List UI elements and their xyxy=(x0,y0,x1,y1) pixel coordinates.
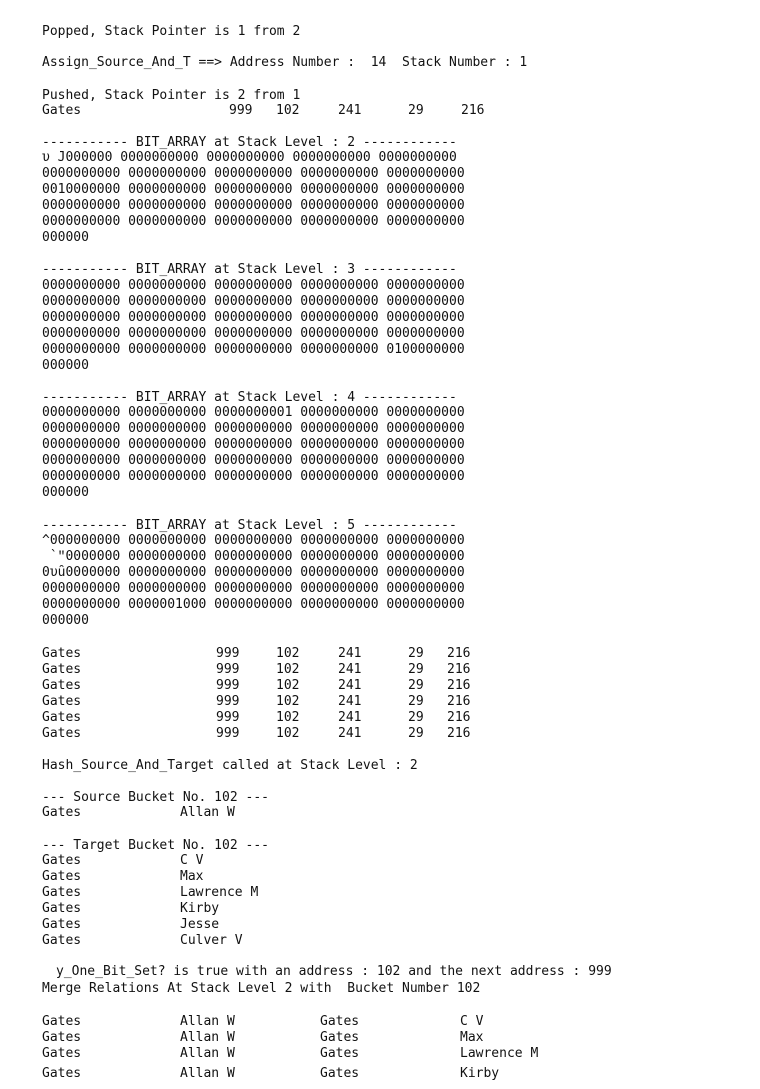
bucket-key: Gates xyxy=(42,885,82,900)
bucket-key: Gates xyxy=(42,805,82,820)
gates-value: 999 xyxy=(216,646,240,661)
gates-value: 999 xyxy=(229,103,253,118)
gates-name: Gates xyxy=(42,726,82,741)
gates-value: 102 xyxy=(276,694,300,709)
bucket-value: Allan W xyxy=(180,805,235,820)
bit-array-row: 000000 xyxy=(42,485,89,500)
bit-array-row: `ʺ0000000 0000000000 0000000000 0000000000 0000000000 xyxy=(42,549,465,564)
merge-cell: Allan W xyxy=(180,1030,235,1045)
gates-value: 29 xyxy=(408,726,424,741)
bit-array-row: 0000000000 0000000000 0000000000 0000000000 0100000000 xyxy=(42,342,465,357)
gates-value: 216 xyxy=(447,710,471,725)
bucket-key: Gates xyxy=(42,901,82,916)
bit-array-row: 0000000000 0000000000 0000000000 0000000000 0000000000 xyxy=(42,326,465,341)
bit-array-row: 0000000000 0000000000 0000000000 0000000000 0000000000 xyxy=(42,453,465,468)
bit-array-row: 0010000000 0000000000 0000000000 0000000000 0000000000 xyxy=(42,182,465,197)
gates-value: 29 xyxy=(408,662,424,677)
gates-value: 29 xyxy=(408,103,424,118)
bit-array-row: 0000000000 0000000000 0000000000 0000000000 0000000000 xyxy=(42,437,465,452)
bit-array-row: 0000000000 0000000000 0000000000 0000000000 0000000000 xyxy=(42,278,465,293)
one-bit-set-line: y_One_Bit_Set? is true with an address : 102 and the next address : 999 xyxy=(56,964,612,979)
gates-value: 102 xyxy=(276,710,300,725)
target-bucket-title: --- Target Bucket No. 102 --- xyxy=(42,838,269,853)
bit-array-row: 0υȗ0000000 0000000000 0000000000 0000000000 0000000000 xyxy=(42,565,465,580)
gates-value: 999 xyxy=(216,694,240,709)
bucket-value: Max xyxy=(180,869,204,884)
gates-value: 216 xyxy=(447,694,471,709)
gates-value: 102 xyxy=(276,662,300,677)
source-bucket-title: --- Source Bucket No. 102 --- xyxy=(42,790,269,805)
hash-line: Hash_Source_And_Target called at Stack Level : 2 xyxy=(42,758,418,773)
gates-value: 102 xyxy=(276,726,300,741)
bit-array-title: ----------- BIT_ARRAY at Stack Level : 2 ------------ xyxy=(42,135,457,150)
gates-value: 29 xyxy=(408,678,424,693)
gates-value: 999 xyxy=(216,678,240,693)
merge-cell: Gates xyxy=(320,1014,360,1029)
gates-value: 102 xyxy=(276,646,300,661)
gates-value: 216 xyxy=(447,662,471,677)
gates-value: 241 xyxy=(338,694,362,709)
bit-array-title: ----------- BIT_ARRAY at Stack Level : 5 ------------ xyxy=(42,518,457,533)
bit-array-row: 000000 xyxy=(42,358,89,373)
bit-array-title: ----------- BIT_ARRAY at Stack Level : 3 ------------ xyxy=(42,262,457,277)
merge-cell: Lawrence M xyxy=(460,1046,539,1061)
gates-name: Gates xyxy=(42,103,82,118)
bit-array-row: 0000000000 0000000000 0000000000 0000000000 0000000000 xyxy=(42,198,465,213)
bit-array-row: 0000000000 0000000000 0000000000 0000000000 0000000000 xyxy=(42,421,465,436)
merge-cell: Gates xyxy=(320,1046,360,1061)
bit-array-row: 000000 xyxy=(42,230,89,245)
gates-value: 29 xyxy=(408,646,424,661)
bucket-key: Gates xyxy=(42,869,82,884)
gates-value: 102 xyxy=(276,103,300,118)
gates-name: Gates xyxy=(42,662,82,677)
bit-array-title: ----------- BIT_ARRAY at Stack Level : 4 ------------ xyxy=(42,390,457,405)
bit-array-row: υ J000000 0000000000 0000000000 0000000000 0000000000 xyxy=(42,150,457,165)
bucket-value: Kirby xyxy=(180,901,220,916)
gates-value: 241 xyxy=(338,726,362,741)
merge-line: Merge Relations At Stack Level 2 with Bucket Number 102 xyxy=(42,981,481,996)
bucket-key: Gates xyxy=(42,917,82,932)
gates-value: 29 xyxy=(408,710,424,725)
gates-value: 102 xyxy=(276,678,300,693)
merge-cell: C V xyxy=(460,1014,484,1029)
gates-value: 241 xyxy=(338,646,362,661)
bit-array-row: 0000000000 0000000000 0000000000 0000000000 0000000000 xyxy=(42,581,465,596)
bit-array-row: 0000000000 0000000000 0000000000 0000000000 0000000000 xyxy=(42,294,465,309)
gates-value: 999 xyxy=(216,662,240,677)
bit-array-row: 0000000000 0000000000 0000000000 0000000000 0000000000 xyxy=(42,214,465,229)
gates-value: 241 xyxy=(338,662,362,677)
merge-cell: Gates xyxy=(42,1030,82,1045)
merge-cell: Gates xyxy=(320,1030,360,1045)
bucket-key: Gates xyxy=(42,933,82,948)
gates-value: 216 xyxy=(461,103,485,118)
bit-array-row: 0000000000 0000000000 0000000000 0000000000 0000000000 xyxy=(42,166,465,181)
bit-array-row: 000000 xyxy=(42,613,89,628)
merge-cell: Kirby xyxy=(460,1066,500,1081)
merge-cell: Gates xyxy=(42,1014,82,1029)
gates-value: 999 xyxy=(216,710,240,725)
bucket-value: Lawrence M xyxy=(180,885,259,900)
merge-cell: Max xyxy=(460,1030,484,1045)
gates-value: 241 xyxy=(338,678,362,693)
assign-line: Assign_Source_And_T ==> Address Number : 14 Stack Number : 1 xyxy=(42,55,528,70)
gates-value: 216 xyxy=(447,678,471,693)
bit-array-row: 0000000000 0000001000 0000000000 0000000000 0000000000 xyxy=(42,597,465,612)
merge-cell: Gates xyxy=(42,1066,82,1081)
gates-value: 29 xyxy=(408,694,424,709)
popped-line: Popped, Stack Pointer is 1 from 2 xyxy=(42,24,301,39)
bucket-value: C V xyxy=(180,853,204,868)
gates-value: 999 xyxy=(216,726,240,741)
bucket-value: Jesse xyxy=(180,917,220,932)
gates-name: Gates xyxy=(42,646,82,661)
bit-array-row: ^000000000 0000000000 0000000000 0000000000 0000000000 xyxy=(42,533,465,548)
bit-array-row: 0000000000 0000000000 0000000000 0000000000 0000000000 xyxy=(42,469,465,484)
bit-array-row: 0000000000 0000000000 0000000001 0000000000 0000000000 xyxy=(42,405,465,420)
gates-name: Gates xyxy=(42,678,82,693)
merge-cell: Gates xyxy=(42,1046,82,1061)
gates-name: Gates xyxy=(42,694,82,709)
bucket-key: Gates xyxy=(42,853,82,868)
gates-name: Gates xyxy=(42,710,82,725)
merge-cell: Gates xyxy=(320,1066,360,1081)
gates-value: 241 xyxy=(338,710,362,725)
pushed-line: Pushed, Stack Pointer is 2 from 1 xyxy=(42,88,301,103)
merge-cell: Allan W xyxy=(180,1066,235,1081)
merge-cell: Allan W xyxy=(180,1046,235,1061)
merge-cell: Allan W xyxy=(180,1014,235,1029)
gates-value: 216 xyxy=(447,646,471,661)
bucket-value: Culver V xyxy=(180,933,243,948)
gates-value: 241 xyxy=(338,103,362,118)
gates-value: 216 xyxy=(447,726,471,741)
bit-array-row: 0000000000 0000000000 0000000000 0000000000 0000000000 xyxy=(42,310,465,325)
